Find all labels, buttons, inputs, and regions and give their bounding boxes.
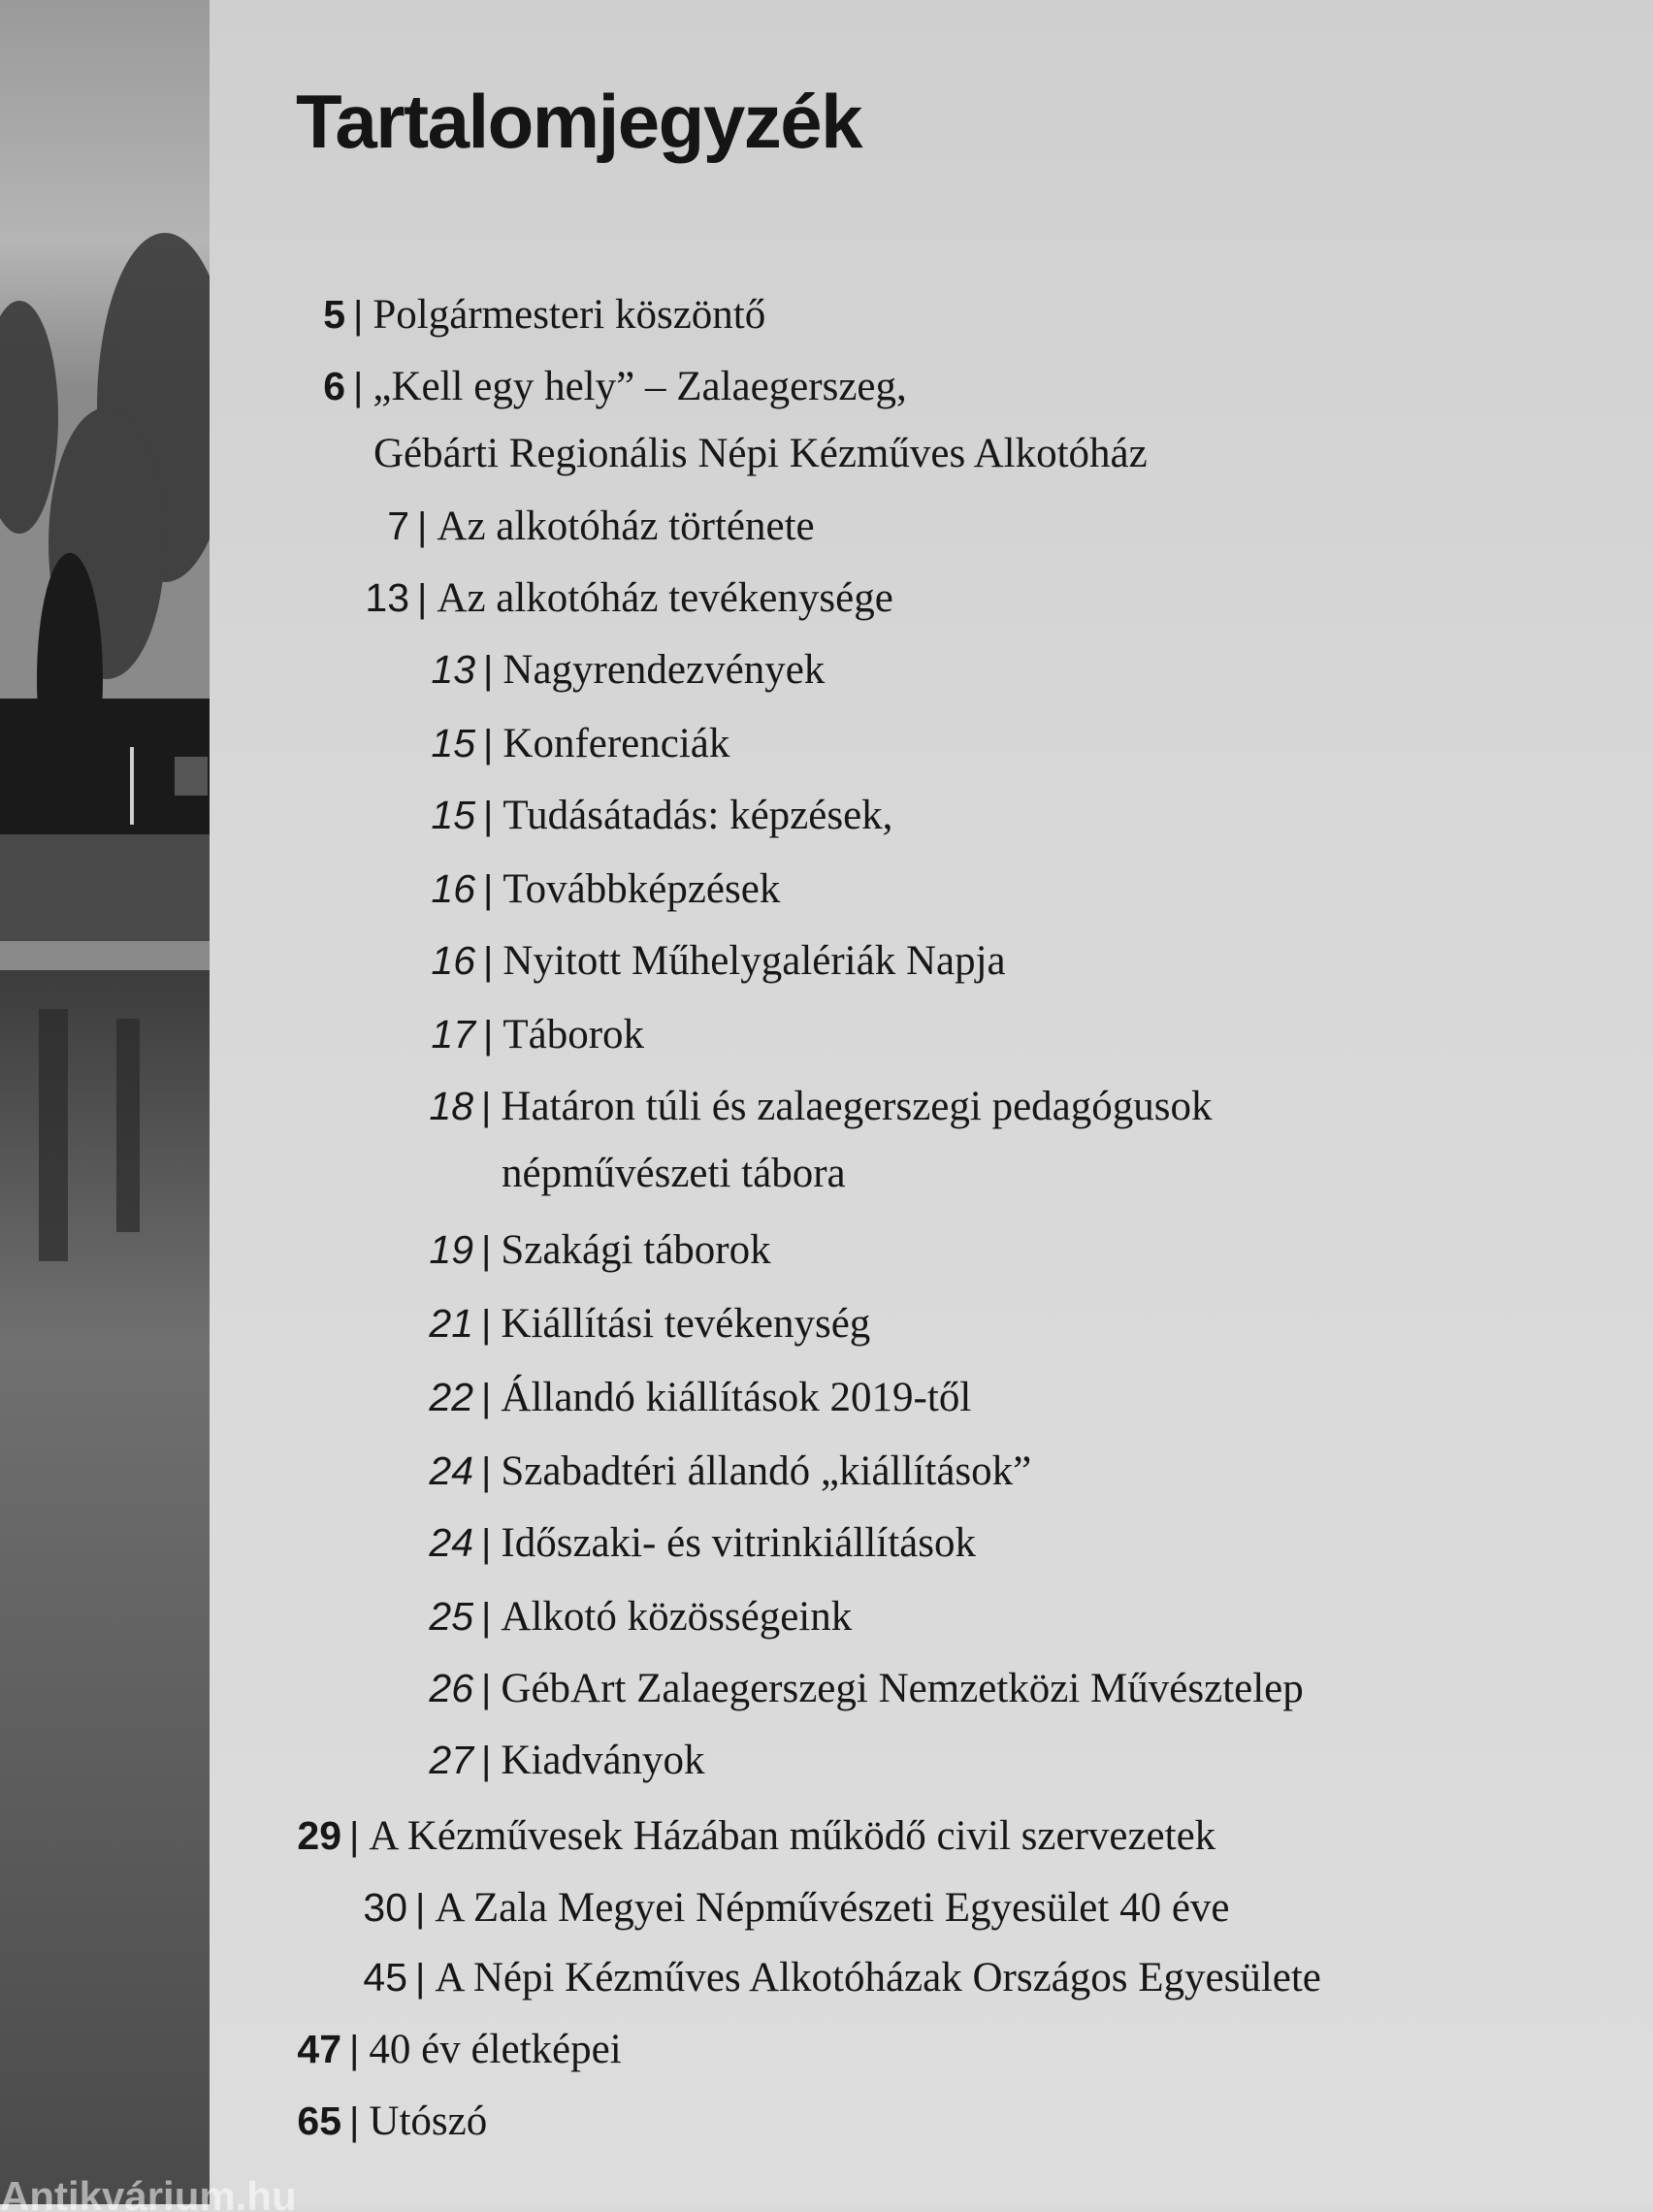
toc-page-number: 27 xyxy=(429,1738,473,1782)
toc-entry xyxy=(239,289,765,341)
toc-separator: | xyxy=(483,1014,494,1057)
toc-page-number: 45 xyxy=(363,1955,407,2000)
toc-title: Nagyrendezvények xyxy=(502,647,826,693)
toc-title: A Zala Megyei Népművészeti Egyesület 40 éve xyxy=(435,1885,1230,1931)
toc-entry xyxy=(367,1663,1304,1714)
toc-separator: | xyxy=(481,1229,492,1272)
toc-separator: | xyxy=(417,505,428,548)
toc-entry xyxy=(301,1952,1321,2003)
toc-entry xyxy=(367,1372,971,1423)
toc-page-number: 22 xyxy=(429,1375,473,1419)
toc-separator: | xyxy=(349,1815,360,1858)
toc-separator: | xyxy=(353,294,364,337)
toc-title: Kiadványok xyxy=(501,1738,705,1783)
toc-title: Alkotó közösségeink xyxy=(501,1594,853,1640)
toc-entry xyxy=(369,644,825,696)
toc-entry xyxy=(235,1810,1215,1862)
toc-page-number: 30 xyxy=(363,1885,407,1930)
toc-separator: | xyxy=(481,1377,492,1419)
toc-separator: | xyxy=(349,2100,360,2143)
toc-page-number: 7 xyxy=(387,504,409,548)
toc-entry xyxy=(303,572,893,624)
toc-separator: | xyxy=(353,366,364,408)
toc-page-number: 26 xyxy=(429,1666,473,1710)
toc-title: Időszaki- és vitrinkiállítások xyxy=(501,1520,976,1566)
toc-title: Állandó kiállítások 2019-től xyxy=(501,1375,972,1420)
toc-page-number: 16 xyxy=(431,866,475,911)
toc-separator: | xyxy=(415,1887,426,1930)
toc-separator: | xyxy=(481,1522,492,1565)
toc-page-number: 18 xyxy=(429,1084,473,1128)
toc-page-number: 47 xyxy=(297,2027,341,2071)
toc-page-number: 13 xyxy=(365,575,409,620)
toc-separator: | xyxy=(483,723,494,765)
toc-title: Szakági táborok xyxy=(501,1227,771,1273)
toc-separator: | xyxy=(481,1303,492,1346)
toc-separator: | xyxy=(415,1957,426,2000)
toc-title-continuation: Gébárti Regionális Népi Kézműves Alkotóház xyxy=(373,431,1148,476)
toc-title: Szabadtéri állandó „kiállítások” xyxy=(501,1448,1032,1494)
toc-title: Polgármesteri köszöntő xyxy=(373,292,766,338)
toc-separator: | xyxy=(481,1086,492,1128)
toc-page-number: 13 xyxy=(431,647,475,692)
toc-page-number: 6 xyxy=(323,364,345,408)
toc-title: Az alkotóház története xyxy=(437,504,815,549)
toc-page-number: 21 xyxy=(429,1301,473,1346)
toc-entry xyxy=(367,1591,852,1643)
toc-page-number: 24 xyxy=(429,1520,473,1565)
toc-title: Tudásátadás: képzések, xyxy=(502,793,893,838)
toc-title: Az alkotóház tevékenysége xyxy=(437,575,893,621)
toc-page-number: 24 xyxy=(429,1448,473,1493)
toc-entry xyxy=(303,501,815,552)
toc-page-number: 19 xyxy=(429,1227,473,1272)
toc-separator: | xyxy=(483,868,494,911)
watermark: Antikvárium.hu xyxy=(0,2173,297,2212)
toc-separator: | xyxy=(481,1740,492,1782)
toc-page-number: 5 xyxy=(323,292,345,337)
toc-page-number: 17 xyxy=(431,1012,475,1057)
toc-entry xyxy=(367,1735,705,1786)
toc-entry xyxy=(367,1224,771,1276)
toc-separator: | xyxy=(349,2029,360,2071)
toc-separator: | xyxy=(481,1596,492,1639)
toc-page-number: 16 xyxy=(431,938,475,983)
toc-title: GébArt Zalaegerszegi Nemzetközi Művésztelep xyxy=(501,1666,1304,1711)
toc-title: Nyitott Műhelygalériák Napja xyxy=(502,938,1006,984)
toc-page-number: 15 xyxy=(431,721,475,765)
toc-entry xyxy=(369,935,1006,987)
toc-entry xyxy=(369,863,780,915)
toc-entry xyxy=(367,1081,1213,1132)
toc-entry xyxy=(367,1446,1031,1497)
toc-entry xyxy=(301,1882,1230,1934)
toc-page-number: 65 xyxy=(297,2098,341,2143)
toc-page-number: 15 xyxy=(431,793,475,837)
toc-title: Utószó xyxy=(369,2098,488,2144)
toc-entry xyxy=(369,718,729,769)
toc-separator: | xyxy=(483,649,494,692)
toc-title: Továbbképzések xyxy=(502,866,781,912)
toc-page-number: 29 xyxy=(297,1813,341,1858)
toc-entry xyxy=(369,1009,644,1060)
toc-entry xyxy=(367,1517,976,1569)
toc-separator: | xyxy=(481,1450,492,1493)
toc-entry xyxy=(235,2024,622,2075)
toc-page-number: 25 xyxy=(429,1594,473,1639)
toc-separator: | xyxy=(483,795,494,837)
page-title: Tartalomjegyzék xyxy=(296,79,861,164)
toc-separator: | xyxy=(481,1668,492,1710)
toc-separator: | xyxy=(483,940,494,983)
toc-title: Konferenciák xyxy=(502,721,730,766)
toc-title: Táborok xyxy=(502,1012,645,1057)
toc-title: 40 év életképei xyxy=(369,2027,622,2072)
toc-title: A Kézművesek Házában működő civil szervezetek xyxy=(369,1813,1216,1859)
toc-title-continuation: népművészeti tábora xyxy=(502,1151,846,1196)
toc-title: Kiállítási tevékenység xyxy=(501,1301,871,1347)
toc-title: „Kell egy hely” – Zalaegerszeg, xyxy=(373,364,907,409)
toc-separator: | xyxy=(417,577,428,620)
toc-entry xyxy=(369,790,892,841)
toc-entry xyxy=(235,2096,487,2147)
toc-title: Határon túli és zalaegerszegi pedagógusok xyxy=(501,1084,1213,1129)
toc-entry xyxy=(367,1298,870,1350)
toc-entry xyxy=(239,361,907,412)
toc-title: A Népi Kézműves Alkotóházak Országos Egyesülete xyxy=(435,1955,1321,2001)
